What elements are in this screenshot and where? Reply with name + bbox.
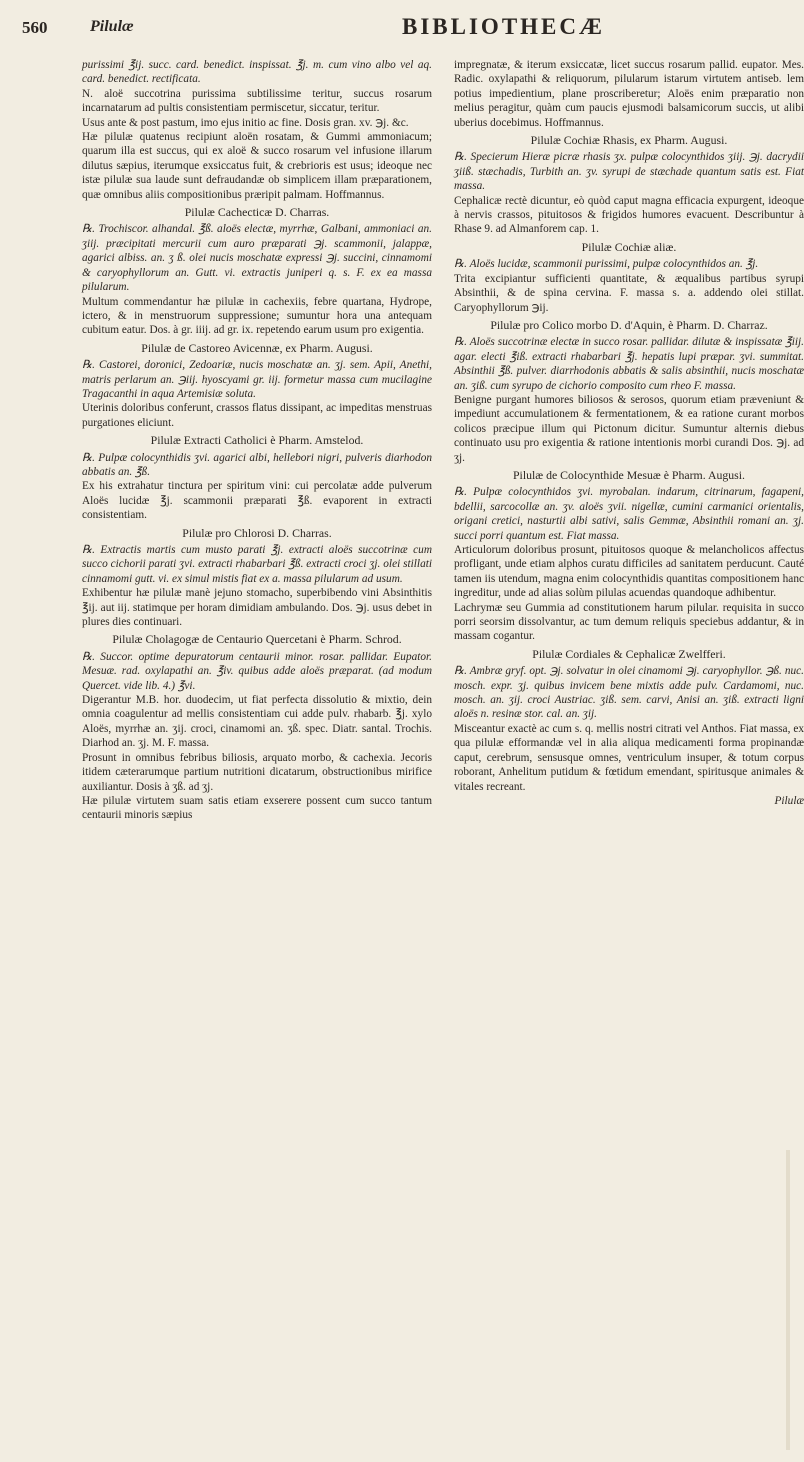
recipe-formula: ℞. Extractis martis cum musto parati ℥j. extracti aloës succotrinæ cum succo cichorii parati ʒvi. extracti rhabarbari ℥ß. extracti croci ʒj. olei stillati cinnamomi gutt. vi. ex simul mistis fiat ex a. massa pilularum ad usum.	[82, 544, 432, 585]
recipe-heading: Pilulæ Cochiæ Rhasis, ex Pharm. Augusi.	[530, 133, 728, 148]
recipe-formula: ℞. Pulpæ colocynthidis ʒvi. agarici albi, hellebori nigri, pulveris diarhodon abbatis an. ℥ß.	[82, 451, 432, 478]
recipe-heading: Pilulæ pro Colico morbo D. d'Aquin, è Pharm. D. Charraz.	[490, 317, 768, 332]
paragraph: Hæ pilulæ quatenus recipiunt aloën rosatam, & Gummi ammoniacum; quarum illa est succus, qui ex aloë & succo rosarum vel infusione illarum dilutus sæpius, iterumque exsiccatus fuit, & crebrioris est usus; ideoque nec istæ pilulæ sua laude sunt defraudandæ ob simplicem illam præparationem, quæ omnibus aliis compositionibus præripit palmam. Hoffmannus.	[82, 131, 432, 201]
paragraph: Trita excipiantur sufficienti quantitate, & æqualibus partibus syrupi Absinthii, & de spina cervina. F. massa s. a. addendo olei stillat. Caryophyllorum ℈ij.	[454, 272, 804, 314]
recipe-heading: Pilulæ de Colocynthide Mesuæ è Pharm. Augusi.	[512, 467, 745, 482]
left-column	[82, 58, 432, 823]
recipe-formula: ℞. Trochiscor. alhandal. ℥ß. aloës electæ, myrrhæ, Galbani, ammoniaci an. ʒiij. præcipitati mercurii cum auro præparati ℈j. scammonii, jalappæ, agarici albiss. an. ʒ ß. olei nucis moschatæ expressi ℈j. succini, cinnamomi & caryophyllorum an. Gutt. vi. extractis juniperi q. s. F. ex ea massa pilularum.	[82, 223, 432, 294]
recipe-heading: Pilulæ de Castoreo Avicennæ, ex Pharm. Augusi.	[141, 340, 373, 355]
recipe-heading: Pilulæ Extracti Catholici è Pharm. Amstelod.	[150, 433, 364, 448]
paragraph: Misceantur exactè ac cum s. q. mellis nostri citrati vel Anthos. Fiat massa, ex qua pilulæ efformandæ vel in alia aliqua medicamenti forma propinandæ caput, cerebrum, sensusque omnes, ventriculum insuper, & totum corpus roborant, Anhelitum putidum & fœtidum emendant, spiritusque animales & vitales recreant.	[454, 722, 804, 793]
paragraph: Articulorum doloribus prosunt, pituitosos quoque & melancholicos affectus profligant, unde etiam alphos curatu difficiles ad sanitatem perducunt. Cauté tamen iis utendum, magna enim colocynthidis quantitas compositionem hanc ingreditur, unde ad alias solùm pilulas acuendas quandoque adhibentur.	[454, 544, 804, 600]
paragraph: Usus ante & post pastum, imo ejus initio ac fine. Dosis gran. xv. ℈j. &c.	[82, 116, 409, 129]
recipe-heading: Pilulæ pro Chlorosi D. Charras.	[182, 525, 332, 540]
recipe-heading: Pilulæ Cholagogæ de Centaurio Quercetani è Pharm. Schrod.	[112, 632, 402, 647]
paragraph: Prosunt in omnibus febribus biliosis, arquato morbo, & cachexia. Jecoris itidem cæterarumque partium nutritioni dicatarum, obstructionibus mirifice auxiliantur. Dosis à ʒß. ad ʒj.	[82, 751, 432, 793]
running-title: BIBLIOTHECÆ	[402, 14, 605, 39]
paragraph: Multum commendantur hæ pilulæ in cachexiis, febre quartana, Hydrope, ictero, & in menstruorum suppressione; sumuntur hora una antequam cubitum eatur. Dos. à gr. iiij. ad gr. ix. repetendo earum usum pro exigentia.	[82, 295, 432, 337]
paragraph: Uterinis doloribus conferunt, crassos flatus dissipant, ac impeditas menstruas purgationes eliciunt.	[82, 402, 432, 429]
paragraph: Lachrymæ seu Gummia ad constitutionem harum pilular. requisita in succo porri seorsim dissolvantur, ac tum demum reliquis speciebus addantur, & in massam cogantur.	[454, 601, 804, 643]
running-head	[22, 14, 778, 42]
paragraph: Benigne purgant humores biliosos & serosos, quorum etiam præveniunt & impediunt accumulationem & fermentationem, & ea ratione curant morbos colicos præcipue illum qui Pictonum dicitur. Sumuntur alternis diebus continuato usu pro exigentia & ratione intentionis morbi curandi Dos. ℈j. ad ʒj.	[454, 393, 804, 464]
paragraph: Ex his extrahatur tinctura per spiritum vini: cui percolatæ adde pulverum Aloës lucidæ ℥j. scammonii præparati ℥ß. evaporent in extracti consistentiam.	[82, 480, 432, 522]
running-headword: Pilulæ	[90, 18, 134, 35]
right-column	[454, 58, 804, 808]
page-edge-shade	[786, 1150, 790, 1450]
recipe-formula: ℞. Aloës succotrinæ electæ in succo rosar. pallidar. dilutæ & inspissatæ ℥iij. agar. electi ℥iß. extracti rhabarbari ℥j. hepatis lupi præpar. ʒvi. summitat. Absinthii ℥ß. pulver. diarrhodonis abbatis & salis absinthii, nucis moschatæ an. ʒiß. cum syrupo de cichorio composito cum rheo F. massa.	[454, 336, 804, 392]
paragraph: impregnatæ, & iterum exsiccatæ, licet succus rosarum pallid. eupator. Mes. Radic. oxylapathi & reliquorum, pilularum istarum virtutem antiseb. lem potius impedientium, plane proscriberetur; Aloës enim præparatio non melius peragitur, quàm cum paucis ejusmodi balsamicorum succis, ut alibi uberius docebimus. Hoffmannus.	[454, 59, 804, 129]
paragraph: Digerantur M.B. hor. duodecim, ut fiat perfecta dissolutio & mixtio, dein omnia coagulentur ad mellis consistentiam cui adde pulv. rhabarb. ℥j. xylo Aloës, myrrhæ an. ʒij. croci, cinamomi an. ʒß. spec. Diatr. santal. Trochis. Diarhod an. ʒj. M. F. massa.	[82, 694, 432, 750]
recipe-heading: Pilulæ Cochiæ aliæ.	[581, 239, 677, 254]
paragraph: Hæ pilulæ virtutem suam satis etiam exserere possent cum succo tantum centaurii minoris sæpius	[82, 794, 432, 822]
paragraph: Exhibentur hæ pilulæ manè jejuno stomacho, superbibendo vini Absinthitis ℥ij. aut iij. statimque per horam dimidiam ambulando. Dos. ℈j. usus debet in plures dies continuari.	[82, 587, 432, 629]
recipe-formula: purissimi ℥ij. succ. card. benedict. inspissat. ℥j. m. cum vino albo vel aq. card. benedict. rectificata.	[82, 59, 432, 86]
recipe-formula: ℞. Specierum Hieræ picræ rhasis ʒx. pulpæ colocynthidos ʒiij. ℈j. dacrydii ʒiiß. stæchadis, Turbith an. ʒv. syrupi de stæchade quantum satis est. Fiat massa.	[454, 151, 804, 193]
recipe-formula: ℞. Aloës lucidæ, scammonii purissimi, pulpæ colocynthidos an. ℥j.	[454, 258, 759, 271]
paragraph: Cephalicæ rectè dicuntur, eò quòd caput magna efficacia expurgent, ideoque à nervis crassos, pituitosos & frigidos humores evacuent. Describuntur à Rhase 9. ad Almanforem cap. 1.	[454, 194, 804, 236]
recipe-heading: Pilulæ Cachecticæ D. Charras.	[184, 205, 330, 220]
page-number: 560	[22, 18, 48, 37]
recipe-heading: Pilulæ Cordiales & Cephalicæ Zwelfferi.	[532, 646, 726, 661]
paragraph: N. aloë succotrina purissima subtilissime teritur, succus rosarum incarnatarum ad pultis consistentiam permiscetur, siccatur, teritur.	[82, 87, 432, 115]
recipe-formula: ℞. Castorei, doronici, Zedoariæ, nucis moschatæ an. ʒj. sem. Apii, Anethi, matris perlarum an. ℈iij. hyoscyami gr. iij. formetur massa cum mucilagine Tragacanthi in aqua Artemisiæ soluta.	[82, 359, 432, 400]
recipe-formula: ℞. Pulpæ colocynthidos ʒvi. myrobalan. indarum, citrinarum, fagapeni, bdellii, sarcocollæ an. ʒv. aloës ʒvii. nigellæ, cumini carmanici orientalis, origani cretici, nasturtii albi sativi, salis Gemmæ, Absinthii romani an. ʒj. succi porri quantum est. Fiat massa.	[454, 486, 804, 542]
recipe-formula: ℞. Ambræ gryf. opt. ℈j. solvatur in olei cinamomi ℈j. caryophyllor. ℈ß. nuc. mosch. expr. ʒj. quibus invicem bene mixtis adde pulv. Cardamomi, nuc. mosch. an. ʒij. croci Austriac. ʒiß. sem. carvi, Anisi an. ʒiß. extracti ligni aloës n. resinæ stor. cal. an. ʒij.	[454, 665, 804, 721]
recipe-formula: ℞. Succor. optime depuratorum centaurii minor. rosar. pallidar. Eupator. Mesuæ. rad. oxylapathi an. ℥iv. quibus adde aloës præparat. (ad modum Quercet. vide lib. 4.) ℥vi.	[82, 650, 432, 692]
catchword: Pilulæ	[774, 794, 804, 807]
